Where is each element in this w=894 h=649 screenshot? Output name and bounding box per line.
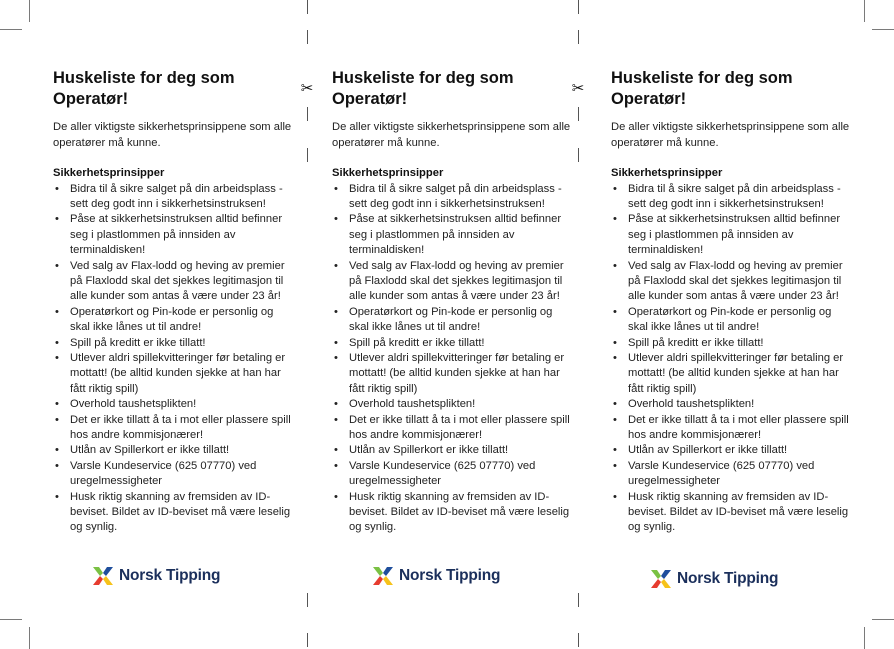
rule-item: • Bidra til å sikre salget på din arbeidsplass - sett deg godt inn i sikkerhetsinstruksen!	[332, 182, 572, 213]
norsk-tipping-logo-icon	[371, 564, 395, 588]
panel-title	[53, 68, 293, 110]
cut-mark	[307, 148, 308, 162]
checklist-panel	[53, 68, 293, 536]
rule-item: • Varsle Kundeservice (625 07770) ved uregelmessigheter	[53, 459, 293, 490]
rule-item: • Varsle Kundeservice (625 07770) ved uregelmessigheter	[611, 459, 851, 490]
rule-item: • Husk riktig skanning av fremsiden av ID-beviset. Bildet av ID-beviset må være leselig og synlig.	[611, 490, 851, 536]
panel-title	[611, 68, 851, 110]
panel-intro: De aller viktigste sikkerhetsprinsippene som alle operatører må kunne.	[611, 121, 850, 149]
rule-item: • Utlever aldri spillekvitteringer før betaling er mottatt! (be alltid kunden sjekke at han har fått riktig spill)	[611, 351, 851, 397]
crop-mark	[864, 627, 865, 649]
cut-mark	[578, 107, 579, 121]
cut-mark	[307, 30, 308, 44]
crop-mark	[0, 29, 22, 30]
norsk-tipping-logo-icon	[649, 567, 673, 591]
crop-mark	[864, 0, 865, 22]
panel-title-line1: Huskeliste for deg som	[611, 69, 793, 87]
panel-intro: De aller viktigste sikkerhetsprinsippene som alle operatører må kunne.	[332, 121, 571, 149]
logo-text: Norsk Tipping	[399, 567, 501, 584]
crop-mark	[872, 619, 894, 620]
norsk-tipping-logo	[91, 564, 220, 588]
panel-title-line2: Operatør!	[53, 90, 129, 108]
rule-item: • Husk riktig skanning av fremsiden av ID-beviset. Bildet av ID-beviset må være leselig og synlig.	[332, 490, 572, 536]
norsk-tipping-logo	[371, 564, 500, 588]
rule-item: • Operatørkort og Pin-kode er personlig og skal ikke lånes ut til andre!	[332, 305, 572, 336]
checklist-panel	[611, 68, 851, 536]
rule-item: • Operatørkort og Pin-kode er personlig og skal ikke lånes ut til andre!	[53, 305, 293, 336]
rule-item: • Varsle Kundeservice (625 07770) ved uregelmessigheter	[332, 459, 572, 490]
panel-title	[332, 68, 572, 110]
panel-intro: De aller viktigste sikkerhetsprinsippene som alle operatører må kunne.	[53, 121, 292, 149]
rule-item: • Det er ikke tillatt å ta i mot eller plassere spill hos andre kommisjonærer!	[332, 413, 572, 444]
rules-list	[611, 182, 851, 536]
cut-mark	[307, 593, 308, 607]
rule-item: • Spill på kreditt er ikke tillatt!	[53, 336, 293, 351]
crop-mark	[29, 627, 30, 649]
crop-mark	[0, 619, 22, 620]
rule-item: • Utlever aldri spillekvitteringer før betaling er mottatt! (be alltid kunden sjekke at han har fått riktig spill)	[53, 351, 293, 397]
cut-mark	[307, 0, 308, 14]
cut-mark	[578, 0, 579, 14]
norsk-tipping-logo-icon	[91, 564, 115, 588]
rules-list	[332, 182, 572, 536]
cut-mark	[578, 30, 579, 44]
scissors-icon: ✂	[571, 79, 585, 97]
cut-mark	[578, 593, 579, 607]
rule-item: • Bidra til å sikre salget på din arbeidsplass - sett deg godt inn i sikkerhetsinstruksen!	[53, 182, 293, 213]
cut-mark	[307, 633, 308, 647]
panel-title-line2: Operatør!	[611, 90, 687, 108]
rule-item: • Utlån av Spillerkort er ikke tillatt!	[611, 443, 851, 458]
rule-item: • Påse at sikkerhetsinstruksen alltid befinner seg i plastlommen på innsiden av terminaldisken!	[332, 212, 572, 258]
panel-title-line1: Huskeliste for deg som	[332, 69, 514, 87]
cut-mark	[578, 148, 579, 162]
rule-item: • Ved salg av Flax-lodd og heving av premier på Flaxlodd skal det sjekkes legitimasjon til alle kunder som antas å være under 23 år!	[332, 259, 572, 305]
section-title: Sikkerhetsprinsipper	[332, 167, 444, 179]
crop-mark	[29, 0, 30, 22]
logo-text: Norsk Tipping	[677, 570, 779, 587]
rule-item: • Spill på kreditt er ikke tillatt!	[611, 336, 851, 351]
cut-mark	[578, 633, 579, 647]
rule-item: • Operatørkort og Pin-kode er personlig og skal ikke lånes ut til andre!	[611, 305, 851, 336]
crop-mark	[872, 29, 894, 30]
rule-item: • Utlån av Spillerkort er ikke tillatt!	[332, 443, 572, 458]
checklist-panel	[332, 68, 572, 536]
scissors-icon: ✂	[300, 79, 314, 97]
rule-item: • Det er ikke tillatt å ta i mot eller plassere spill hos andre kommisjonærer!	[611, 413, 851, 444]
rule-item: • Det er ikke tillatt å ta i mot eller plassere spill hos andre kommisjonærer!	[53, 413, 293, 444]
rule-item: • Utlever aldri spillekvitteringer før betaling er mottatt! (be alltid kunden sjekke at han har fått riktig spill)	[332, 351, 572, 397]
panel-title-line2: Operatør!	[332, 90, 408, 108]
rule-item: • Ved salg av Flax-lodd og heving av premier på Flaxlodd skal det sjekkes legitimasjon til alle kunder som antas å være under 23 år!	[611, 259, 851, 305]
rule-item: • Overhold taushetsplikten!	[611, 397, 851, 412]
logo-text: Norsk Tipping	[119, 567, 221, 584]
section-title: Sikkerhetsprinsipper	[611, 167, 723, 179]
rule-item: • Overhold taushetsplikten!	[53, 397, 293, 412]
rule-item: • Påse at sikkerhetsinstruksen alltid befinner seg i plastlommen på innsiden av terminaldisken!	[53, 212, 293, 258]
rule-item: • Ved salg av Flax-lodd og heving av premier på Flaxlodd skal det sjekkes legitimasjon til alle kunder som antas å være under 23 år!	[53, 259, 293, 305]
rules-list	[53, 182, 293, 536]
rule-item: • Utlån av Spillerkort er ikke tillatt!	[53, 443, 293, 458]
cut-mark	[307, 107, 308, 121]
rule-item: • Påse at sikkerhetsinstruksen alltid befinner seg i plastlommen på innsiden av terminaldisken!	[611, 212, 851, 258]
section-title: Sikkerhetsprinsipper	[53, 167, 165, 179]
panel-title-line1: Huskeliste for deg som	[53, 69, 235, 87]
rule-item: • Bidra til å sikre salget på din arbeidsplass - sett deg godt inn i sikkerhetsinstruksen!	[611, 182, 851, 213]
rule-item: • Husk riktig skanning av fremsiden av ID-beviset. Bildet av ID-beviset må være leselig og synlig.	[53, 490, 293, 536]
rule-item: • Spill på kreditt er ikke tillatt!	[332, 336, 572, 351]
norsk-tipping-logo	[649, 567, 778, 591]
rule-item: • Overhold taushetsplikten!	[332, 397, 572, 412]
